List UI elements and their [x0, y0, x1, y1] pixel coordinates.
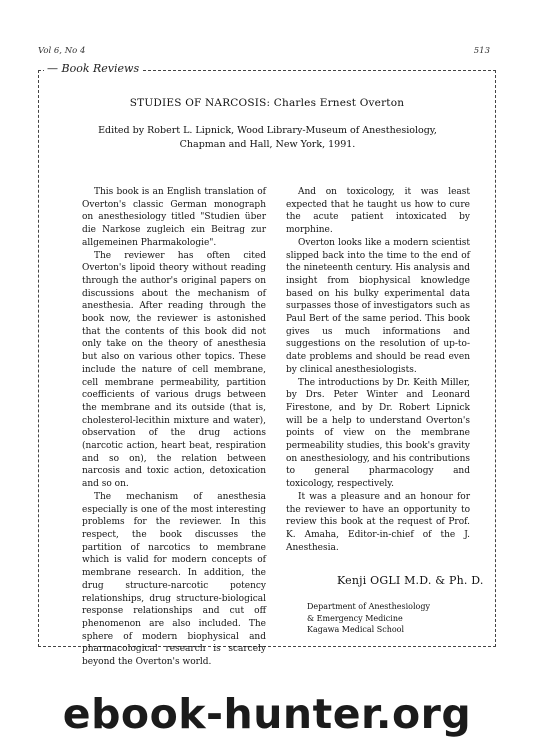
paragraph: And on toxicology, it was least expected that he taught us how to cure the acute patient intoxicated by morphine. — [286, 187, 470, 236]
section-label: — Book Reviews — [44, 62, 142, 75]
paragraph: The introductions by Dr. Keith Miller, by Drs. Peter Winter and Leonard Firestone, and by Dr. Robert Lipnick will be a help to understand Overton's points of view on the membrane permeability studies, this book's gravity on anesthesiology, and his contributions to general pharmacology and toxicology, respectively. — [286, 377, 470, 490]
paragraph: This book is an English translation of Overton's classic German monograph on anesthesiology titled "Studien über die Narkose zugleich ein Beitrag zur allgemeinen Pharmakologie". — [82, 187, 266, 248]
left-column — [82, 186, 266, 669]
section-label-text: Book Reviews — [61, 62, 140, 75]
reviewer-affiliation — [307, 601, 430, 636]
paragraph: The reviewer has often cited Overton's lipoid theory without reading through the author's original papers on discussions about the mechanism of anesthesia. After reading through the book now, the reviewer is astonished that the contents of this book did not only take on the theory of anesthesia but also on various other topics. These include the nature of cell membrane, cell membrane permeability, partition coefficients of various drugs between the membrane and its outside (that is, cholesterol-lecithin mixture and water), observation of the drug actions (narcotic action, heart beat, respiration and so on), the relation between narcosis and toxic action, detoxication and so on. — [82, 250, 266, 490]
reviewer-signature: Kenji OGLI M.D. & Ph. D. — [337, 574, 484, 587]
journal-volume: Vol 6, No 4 — [38, 46, 86, 56]
paragraph: It was a pleasure and an honour for the reviewer to have an opportunity to review this book at the request of Prof. K. Amaha, Editor-in-chief of the J. Anesthesia. — [286, 491, 470, 553]
affiliation-line: & Emergency Medicine — [307, 613, 403, 623]
review-subtitle: Edited by Robert L. Lipnick, Wood Library-Museum of Anesthesiology, Chapman and Hall, New York, 1991. — [98, 125, 437, 150]
affiliation-line: Kagawa Medical School — [307, 625, 405, 634]
paragraph: The mechanism of anesthesia especially is one of the most interesting problems for the reviewer. In this respect, the book discusses the partition of narcotics to membrane which is valid for modern concepts of membrane research. In addition, the drug structure-narcotic potency relationships, drug structure-biological response relationships and cut off phenomenon are also included. The sphere of modern biophysical and pharmacological research is scarcely beyond the Overton's world. — [82, 491, 266, 668]
affiliation-line: Department of Anesthesiology — [307, 602, 430, 611]
page-number: 513 — [473, 46, 490, 56]
review-title: STUDIES OF NARCOSIS: Charles Ernest Overton — [129, 97, 405, 109]
paragraph: Overton looks like a modern scientist slipped back into the time to the end of the nineteenth century. His analysis and insight from biophysical knowledge based on his bulky experimental data surpasses those of investigators such as Paul Bert of the same period. This book gives us much informations and suggestions on the resolution of up-to-date problems and should be read even by clinical anesthesiologists. — [286, 237, 470, 375]
right-column — [286, 186, 470, 554]
watermark: ebook-hunter.org — [62, 690, 472, 738]
